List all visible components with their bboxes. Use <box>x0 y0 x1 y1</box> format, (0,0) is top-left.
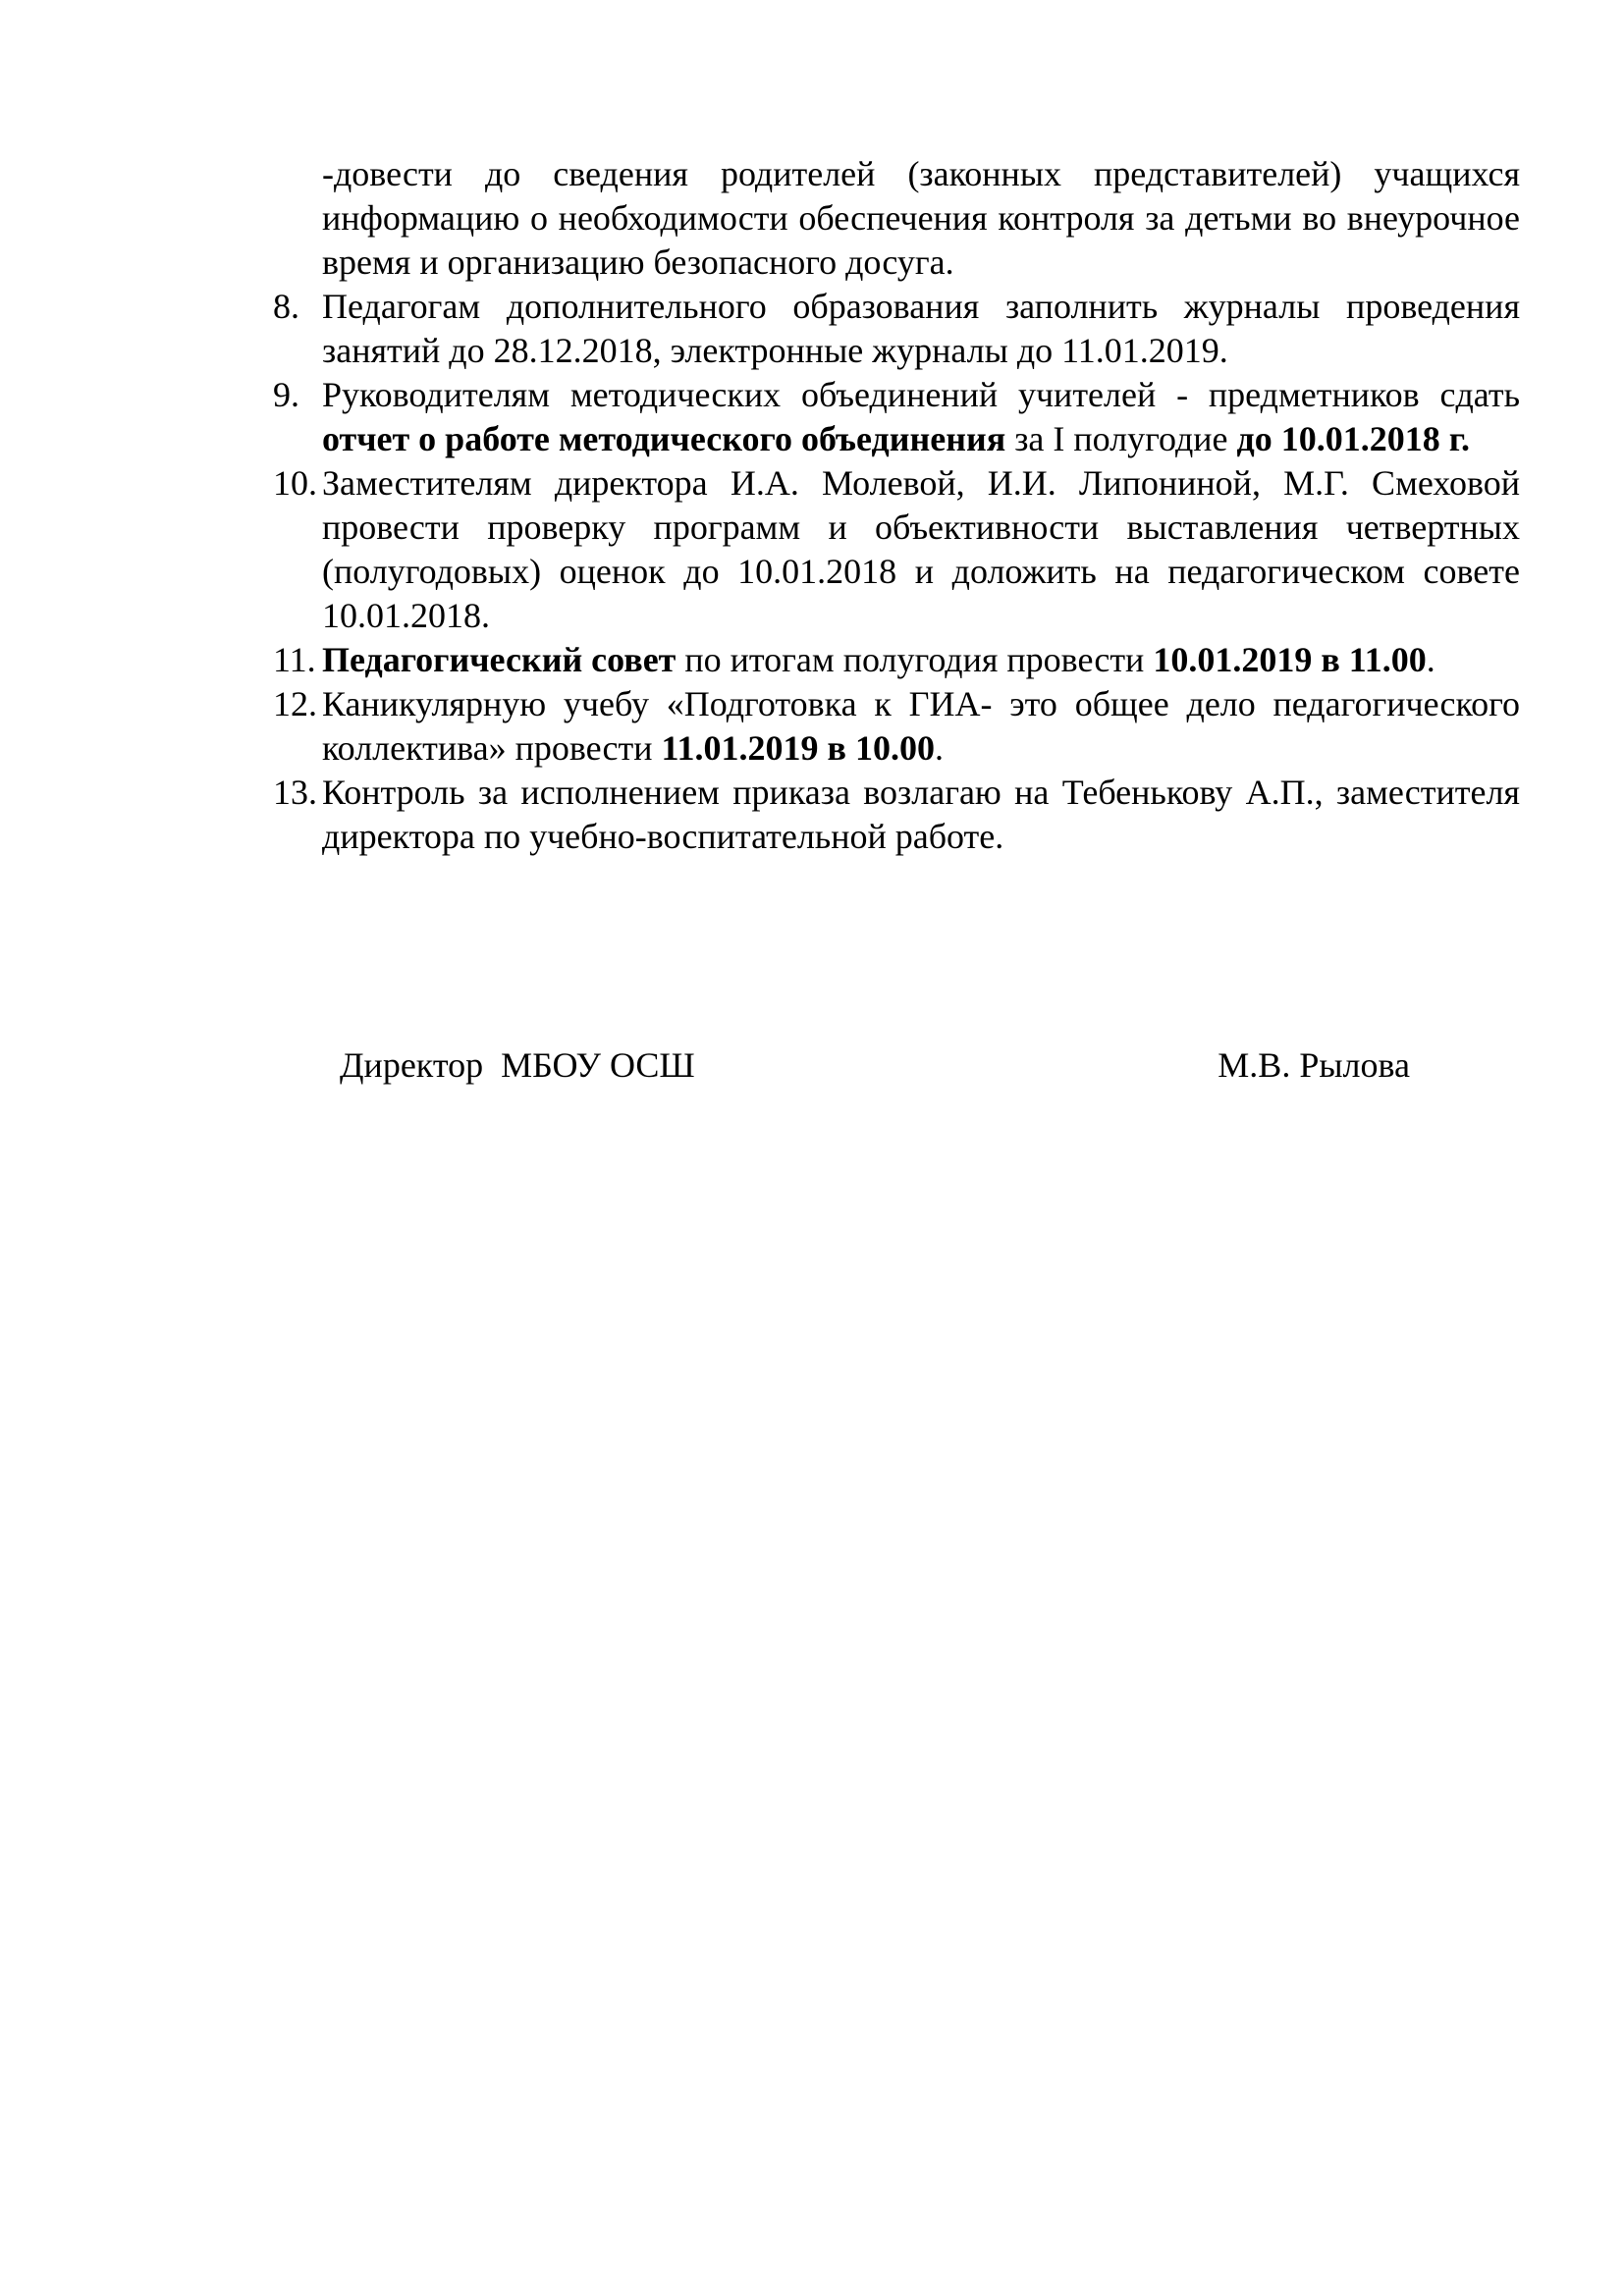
order-body <box>273 152 1520 859</box>
order-item-9 <box>273 373 1520 461</box>
item-number: 13. <box>273 773 317 812</box>
continuation-paragraph: -довести до сведения родителей (законных представителей) учащихся информацию о необходимости обеспечения контроля за детьми во внеурочное время и организацию безопасного досуга. <box>322 154 1520 282</box>
item-text: по итогам полугодия провести <box>676 640 1154 679</box>
item-number: 11. <box>273 640 316 679</box>
item-text: Заместителям директора И.А. Молевой, И.И. Липониной, М.Г. Смеховой провести проверку программ и объективности выставления четвертных (полугодовых) оценок до 10.01.2018 и доложить на педагогическом совете 10.01.2018. <box>322 463 1520 635</box>
item-bold-text: Педагогический совет <box>322 640 677 679</box>
signatory-name: М.В. Рылова <box>1218 1045 1410 1085</box>
item-bold-text: 10.01.2019 в 11.00 <box>1153 640 1427 679</box>
item-text: за I полугодие <box>1005 419 1237 458</box>
item-bold-text: отчет о работе методического объединения <box>322 419 1006 458</box>
signatory-position: Директор МБОУ ОСШ <box>340 1045 695 1085</box>
item-text: Каникулярную учебу «Подготовка к ГИА- это общее дело педагогического коллектива» провести <box>322 684 1520 768</box>
item-text: . <box>1426 640 1435 679</box>
order-item-13 <box>273 771 1520 859</box>
order-item-10 <box>273 461 1520 638</box>
order-item-8 <box>273 285 1520 373</box>
item-text: Педагогам дополнительного образования заполнить журналы проведения занятий до 28.12.2018, электронные журналы до 11.01.2019. <box>322 287 1520 370</box>
order-item-12 <box>273 682 1520 771</box>
item-number: 9. <box>273 375 299 414</box>
item-number: 12. <box>273 684 317 723</box>
item-number: 8. <box>273 287 299 326</box>
item-text: . <box>934 728 944 768</box>
item-text: Контроль за исполнением приказа возлагаю на Тебенькову А.П., заместителя директора по учебно-воспитательной работе. <box>322 773 1520 856</box>
item-bold-text: до 10.01.2018 г. <box>1236 419 1471 458</box>
item-bold-text: 11.01.2019 в 10.00 <box>661 728 935 768</box>
order-item-11 <box>273 638 1520 682</box>
item-number: 10. <box>273 463 317 503</box>
item-text: Руководителям методических объединений учителей - предметников сдать <box>322 375 1520 414</box>
